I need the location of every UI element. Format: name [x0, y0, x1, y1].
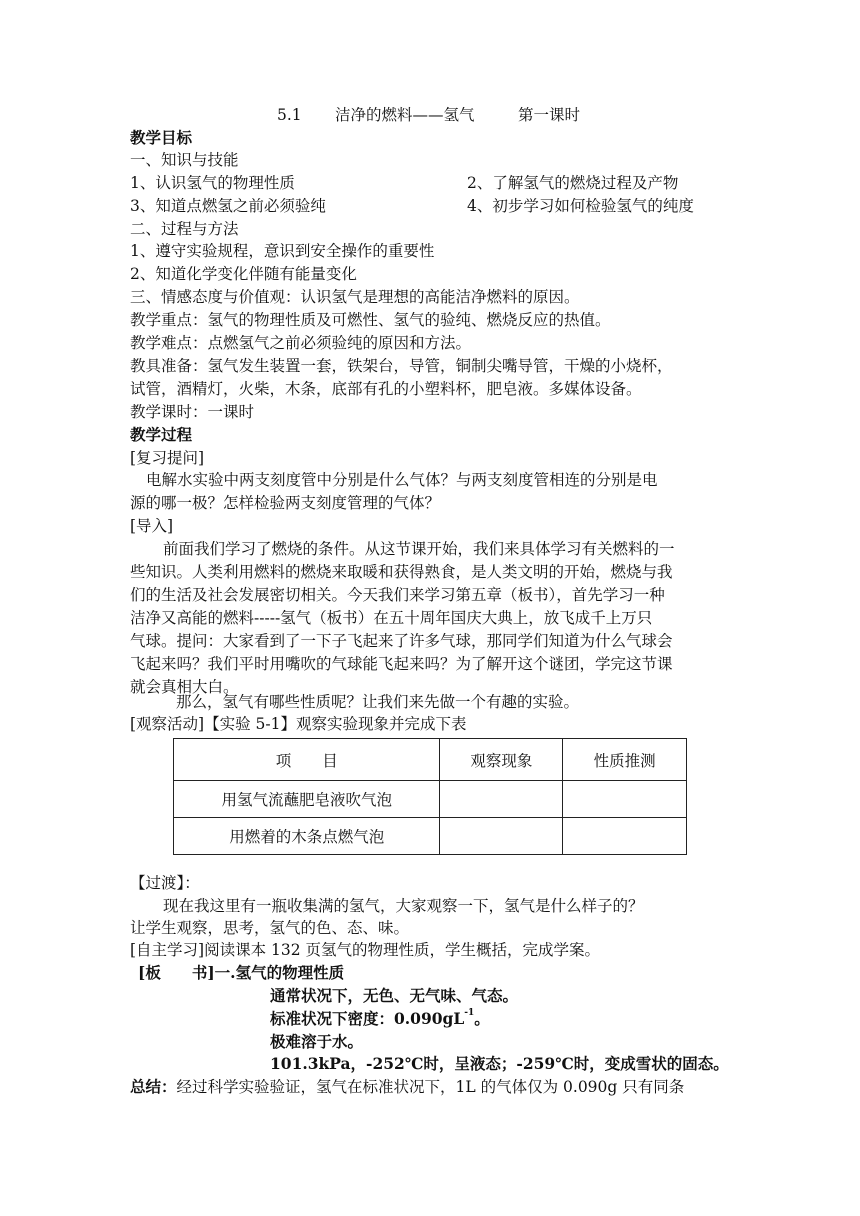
- intro-paragraph-line-1: 前面我们学习了燃烧的条件。从这节课开始，我们来具体学习有关燃料的一: [163, 540, 675, 558]
- knowledge-item-2: 2、了解氢气的燃烧过程及产物: [467, 174, 679, 192]
- title-topic: 洁净的燃料——氢气: [335, 106, 475, 124]
- section-process: 二、过程与方法: [130, 220, 239, 238]
- difficulties: 教学难点：点燃氢气之前必须验纯的原因和方法。: [130, 334, 472, 352]
- review-label: [复习提问]: [130, 449, 205, 467]
- observation-activity: [观察活动]【实验 5-1】观察实验现象并完成下表: [130, 715, 467, 733]
- self-study: [自主学习]阅读课本 132 页氢气的物理性质，学生概括，完成学案。: [130, 941, 601, 959]
- teaching-tools-line-2: 试管，酒精灯，火柴，木条，底部有孔的小塑料杯，肥皂液。多媒体设备。: [130, 380, 642, 398]
- transition-line-1: 现在我这里有一瓶收集满的氢气，大家观察一下，氢气是什么样子的？: [163, 897, 644, 915]
- board-heading: [板 书]一.氢气的物理性质: [138, 963, 345, 982]
- summary-label: 总结：: [130, 1077, 177, 1096]
- table-header-row: [174, 739, 687, 781]
- transition-label: 【过渡】：: [130, 874, 200, 892]
- intro-paragraph-line-4: 洁净又高能的燃料-----氢气（板书）在五十周年国庆大典上，放飞成千上万只: [130, 609, 653, 627]
- table-header-item: 项 目: [174, 739, 440, 781]
- intro-paragraph-line-7: 就会真相大白。: [130, 678, 239, 696]
- intro-paragraph-line-6: 飞起来吗？我们平时用嘴吹的气球能飞起来吗？为了解开这个谜团，学完这节课: [130, 655, 673, 673]
- process-item-1: 1、遵守实验规程，意识到安全操作的重要性: [130, 242, 435, 260]
- intro-paragraph-line-2: 些知识。人类利用燃料的燃烧来取暖和获得熟食，是人类文明的开始，燃烧与我: [130, 563, 673, 581]
- knowledge-item-3: 3、知道点燃氢之前必须验纯: [130, 197, 326, 215]
- table-header-observation: 观察现象: [440, 739, 563, 781]
- board-point-1: 通常状况下，无色、无气味、气态。: [270, 986, 519, 1005]
- teaching-tools-line-1: 教具准备：氢气发生装置一套，铁架台，导管，铜制尖嘴导管，干燥的小烧杯，: [130, 357, 673, 375]
- table-row: [174, 781, 687, 818]
- table-row: [174, 818, 687, 855]
- section-knowledge: 一、知识与技能: [130, 151, 239, 169]
- review-question-line-2: 源的哪一极？怎样检验两支刻度管理的气体？: [130, 494, 441, 512]
- title-number: 5.1: [277, 106, 302, 124]
- goals-heading: 教学目标: [130, 128, 193, 147]
- table-cell: [563, 818, 687, 855]
- class-hours: 教学课时：一课时: [130, 403, 255, 421]
- review-question-line-1: 电解水实验中两支刻度管中分别是什么气体？与两支刻度管相连的分别是电: [146, 471, 658, 489]
- observation-table: [173, 738, 687, 855]
- table-header-inference: 性质推测: [563, 739, 687, 781]
- section-attitude: 三、情感态度与价值观：认识氢气是理想的高能洁净燃料的原因。: [130, 288, 580, 306]
- table-cell: [440, 818, 563, 855]
- intro-paragraph-line-3: 们的生活及社会发展密切相关。今天我们来学习第五章（板书），首先学习一种: [130, 586, 665, 604]
- board-point-4: 101.3kPa，-252℃时，呈液态；-259℃时，变成雪状的固态。: [270, 1054, 729, 1073]
- intro-label: [导入]: [130, 517, 174, 535]
- table-cell: [440, 781, 563, 818]
- transition-line-2: 让学生观察，思考，氢气的色、态、味。: [130, 919, 410, 937]
- table-cell: [563, 781, 687, 818]
- title-lesson: 第一课时: [518, 106, 581, 124]
- board-point-3: 极难溶于水。: [270, 1032, 364, 1051]
- table-cell: 用氢气流蘸肥皂液吹气泡: [174, 781, 440, 818]
- intro-paragraph-line-5: 气球。提问：大家看到了一下子飞起来了许多气球，那同学们知道为什么气球会: [130, 632, 673, 650]
- process-item-2: 2、知道化学变化伴随有能量变化: [130, 265, 357, 283]
- knowledge-item-1: 1、认识氢气的物理性质: [130, 174, 295, 192]
- intro-paragraph-line-8: 那么，氢气有哪些性质呢？让我们来先做一个有趣的实验。: [176, 693, 580, 711]
- key-points: 教学重点：氢气的物理性质及可燃性、氢气的验纯、燃烧反应的热值。: [130, 311, 611, 329]
- summary-text: 经过科学实验验证，氢气在标准状况下，1L 的气体仅为 0.090g 只有同条: [176, 1078, 685, 1096]
- summary: [130, 1076, 684, 1098]
- process-heading: 教学过程: [130, 425, 193, 444]
- knowledge-item-4: 4、初步学习如何检验氢气的纯度: [467, 197, 694, 215]
- board-point-2: 标准状况下密度：$0.090gL^{-1}$。: [270, 1008, 490, 1028]
- table-cell: 用燃着的木条点燃气泡: [174, 818, 440, 855]
